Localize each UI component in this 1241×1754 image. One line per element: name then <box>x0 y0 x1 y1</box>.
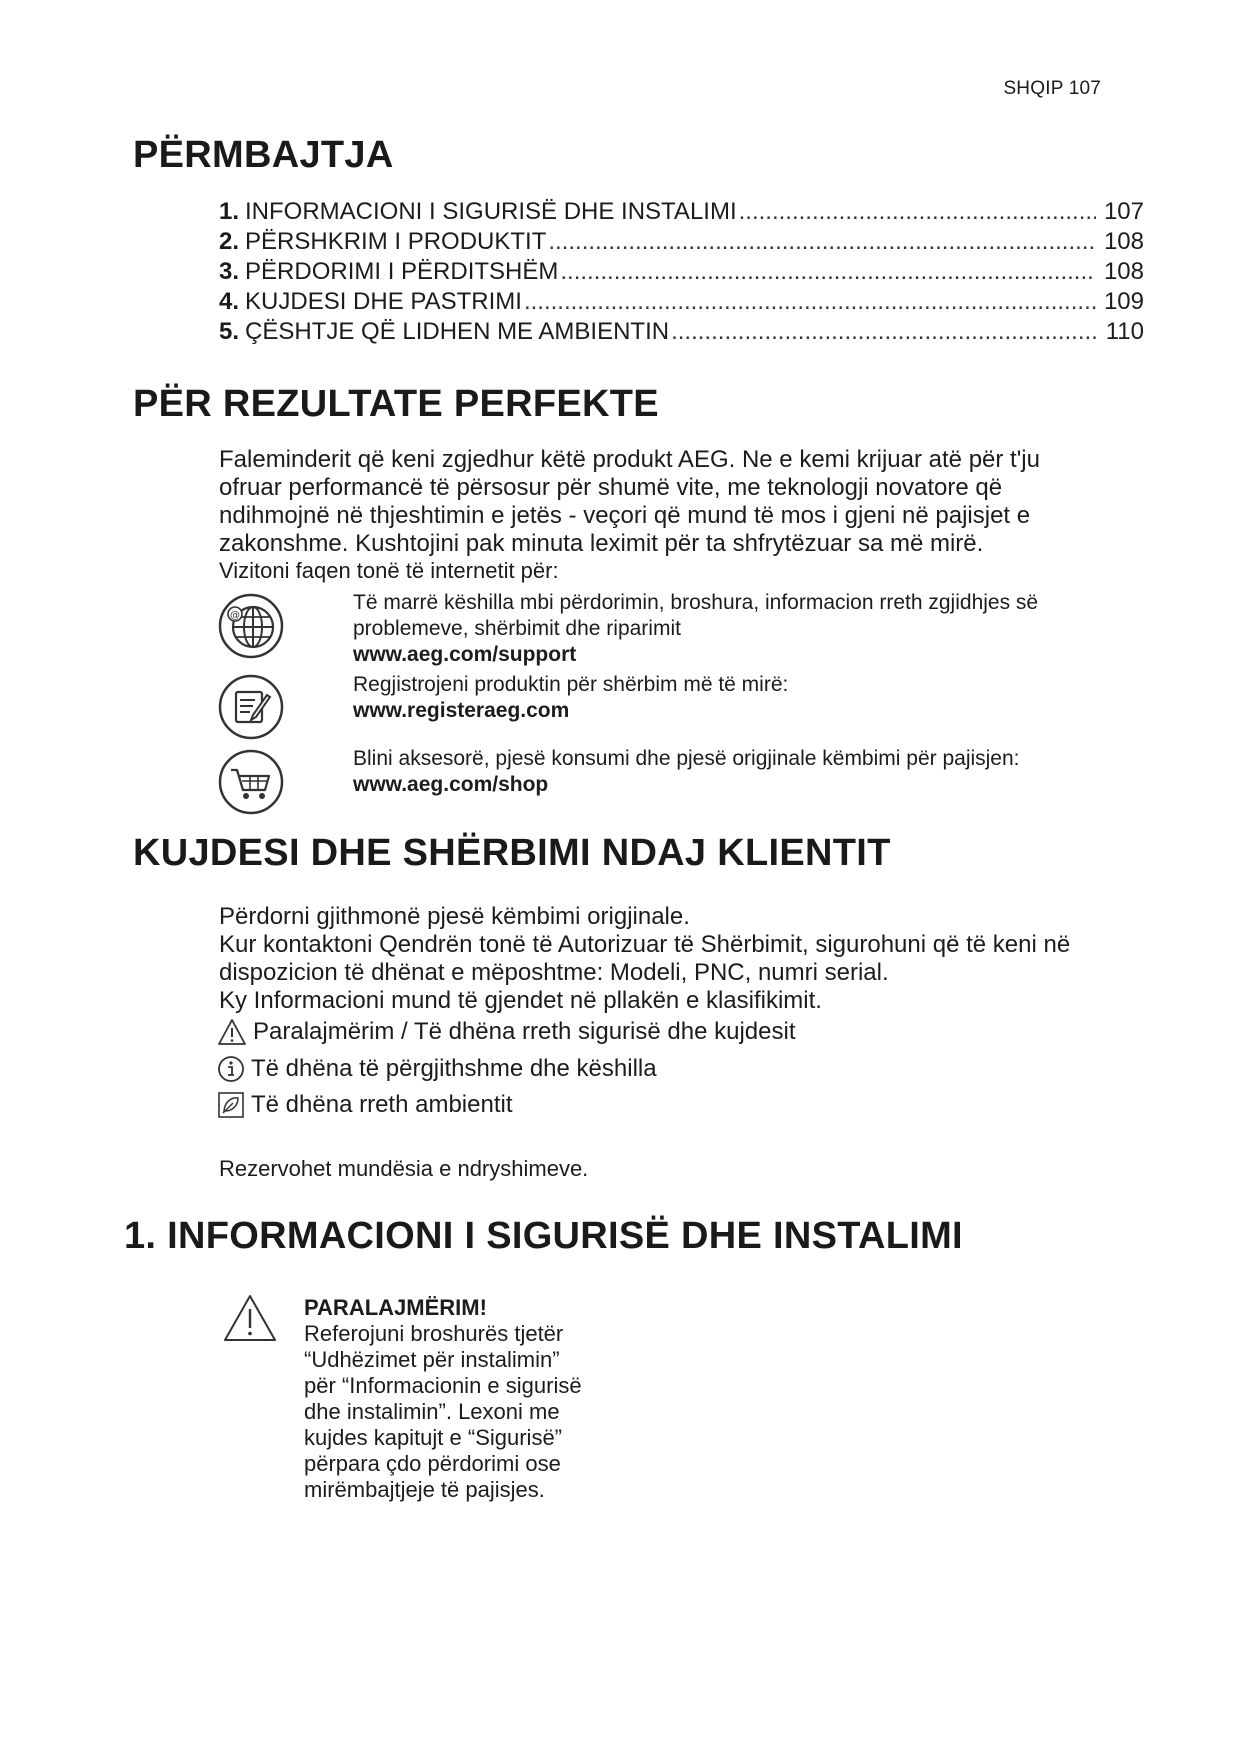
toc-title: PËRMBAJTJA <box>133 134 394 176</box>
care-line: Ky Informacioni mund të gjendet në pllakën e klasifikimit. <box>219 987 822 1014</box>
care-line: Kur kontaktoni Qendrën tonë të Autorizuar të Shërbimit, sigurohuni që të keni në <box>219 931 1071 958</box>
shop-url-link[interactable]: www.aeg.com/shop <box>353 773 549 796</box>
shop-service <box>353 746 1113 798</box>
results-line: Faleminderit që keni zgjedhur këtë produkt AEG. Ne e kemi krijuar atë për t'ju <box>219 446 1040 473</box>
shop-text: Blini aksesorë, pjesë konsumi dhe pjesë origjinale këmbimi për pajisjen: <box>353 747 1020 770</box>
register-document-icon <box>217 673 285 741</box>
page-header-label: SHQIP 107 <box>1003 78 1101 99</box>
safety-title: 1. INFORMACIONI I SIGURISË DHE INSTALIMI <box>124 1215 963 1257</box>
legend-warning <box>217 1016 795 1048</box>
toc-item-label: PËRSHKRIM I PRODUKTIT <box>245 228 547 255</box>
toc-item-page: 107 <box>1103 198 1144 225</box>
toc-item-page: 110 <box>1105 318 1144 345</box>
svg-text:@: @ <box>230 610 240 621</box>
warning-title: PARALAJMËRIM! <box>304 1295 487 1320</box>
results-paragraph <box>219 446 1119 558</box>
toc-leader-dots <box>560 258 1096 286</box>
care-paragraph <box>219 903 1119 1015</box>
legend-environment <box>217 1089 512 1121</box>
warning-line: Referojuni broshurës tjetër <box>304 1321 564 1346</box>
warning-line: kujdes kapitujt e “Sigurisë” <box>304 1425 563 1450</box>
toc-item[interactable] <box>219 198 1144 228</box>
toc-item-number: 3. <box>219 258 240 285</box>
warning-line: “Udhëzimet për instalimin” <box>304 1347 560 1372</box>
register-url-link[interactable]: www.registeraeg.com <box>353 699 570 722</box>
toc-item-number: 4. <box>219 288 240 315</box>
toc-leader-dots <box>739 198 1096 226</box>
toc-item-page: 108 <box>1103 228 1144 255</box>
results-line: ofruar performancë të përsosur për shumë vite, me teknologji novatore që <box>219 474 1003 501</box>
register-text: Regjistrojeni produktin për shërbim më të mirë: <box>353 673 789 696</box>
toc-item[interactable] <box>219 318 1144 348</box>
visit-website-line: Vizitoni faqen tonë të internetit për: <box>219 558 559 583</box>
info-circle-icon <box>217 1055 245 1083</box>
globe-icon <box>217 592 285 660</box>
toc-item[interactable] <box>219 258 1144 288</box>
care-line: Përdorni gjithmonë pjesë këmbimi origjinale. <box>219 903 690 930</box>
support-text-line: problemeve, shërbimit dhe riparimit <box>353 617 681 640</box>
support-text-line: Të marrë këshilla mbi përdorimin, broshura, informacion rreth zgjidhjes së <box>353 591 1039 614</box>
results-title: PËR REZULTATE PERFEKTE <box>133 383 659 425</box>
legend-info-text: Të dhëna të përgjithshme dhe këshilla <box>251 1055 657 1082</box>
legend-environment-text: Të dhëna rreth ambientit <box>251 1091 513 1118</box>
results-line: ndihmojnë në thjeshtimin e jetës - veçori që mund të mos i gjeni në pajisjet e <box>219 502 1031 529</box>
care-line: dispozicion të dhënat e mëposhtme: Modeli, PNC, numri serial. <box>219 959 889 986</box>
toc-item-number: 1. <box>219 198 240 225</box>
table-of-contents <box>219 198 1144 348</box>
warning-line: përpara çdo përdorimi ose <box>304 1451 561 1476</box>
toc-item[interactable] <box>219 228 1144 258</box>
warning-line: dhe instalimin”. Lexoni me <box>304 1399 560 1424</box>
toc-item-label: INFORMACIONI I SIGURISË DHE INSTALIMI <box>245 198 737 225</box>
toc-leader-dots <box>524 288 1096 316</box>
toc-leader-dots <box>671 318 1096 346</box>
toc-item-page: 109 <box>1103 288 1144 315</box>
care-title: KUJDESI DHE SHËRBIMI NDAJ KLIENTIT <box>133 832 891 874</box>
environment-leaf-icon <box>217 1091 245 1119</box>
warning-triangle-icon <box>217 1018 247 1046</box>
support-service <box>353 590 1113 668</box>
toc-leader-dots <box>548 228 1096 256</box>
results-line: zakonshme. Kushtojini pak minuta leximit për ta shfrytëzuar sa më mirë. <box>219 530 984 557</box>
warning-triangle-icon <box>222 1293 278 1343</box>
toc-item-page: 108 <box>1103 258 1144 285</box>
legend-info <box>217 1053 657 1085</box>
toc-item-label: ÇËSHTJE QË LIDHEN ME AMBIENTIN <box>245 318 670 345</box>
toc-item-number: 2. <box>219 228 240 255</box>
toc-item-number: 5. <box>219 318 240 345</box>
register-service <box>353 672 1113 724</box>
support-url-link[interactable]: www.aeg.com/support <box>353 643 577 666</box>
toc-item-label: PËRDORIMI I PËRDITSHËM <box>245 258 559 285</box>
warning-line: mirëmbajtjeje të pajisjes. <box>304 1477 545 1502</box>
legend-warning-text: Paralajmërim / Të dhëna rreth sigurisë dhe kujdesit <box>253 1018 796 1045</box>
warning-line: për “Informacionin e sigurisë <box>304 1373 582 1398</box>
toc-item[interactable] <box>219 288 1144 318</box>
shopping-cart-icon <box>217 748 285 816</box>
reserve-notice: Rezervohet mundësia e ndryshimeve. <box>219 1156 589 1181</box>
safety-warning <box>304 1295 624 1503</box>
toc-item-label: KUJDESI DHE PASTRIMI <box>245 288 522 315</box>
